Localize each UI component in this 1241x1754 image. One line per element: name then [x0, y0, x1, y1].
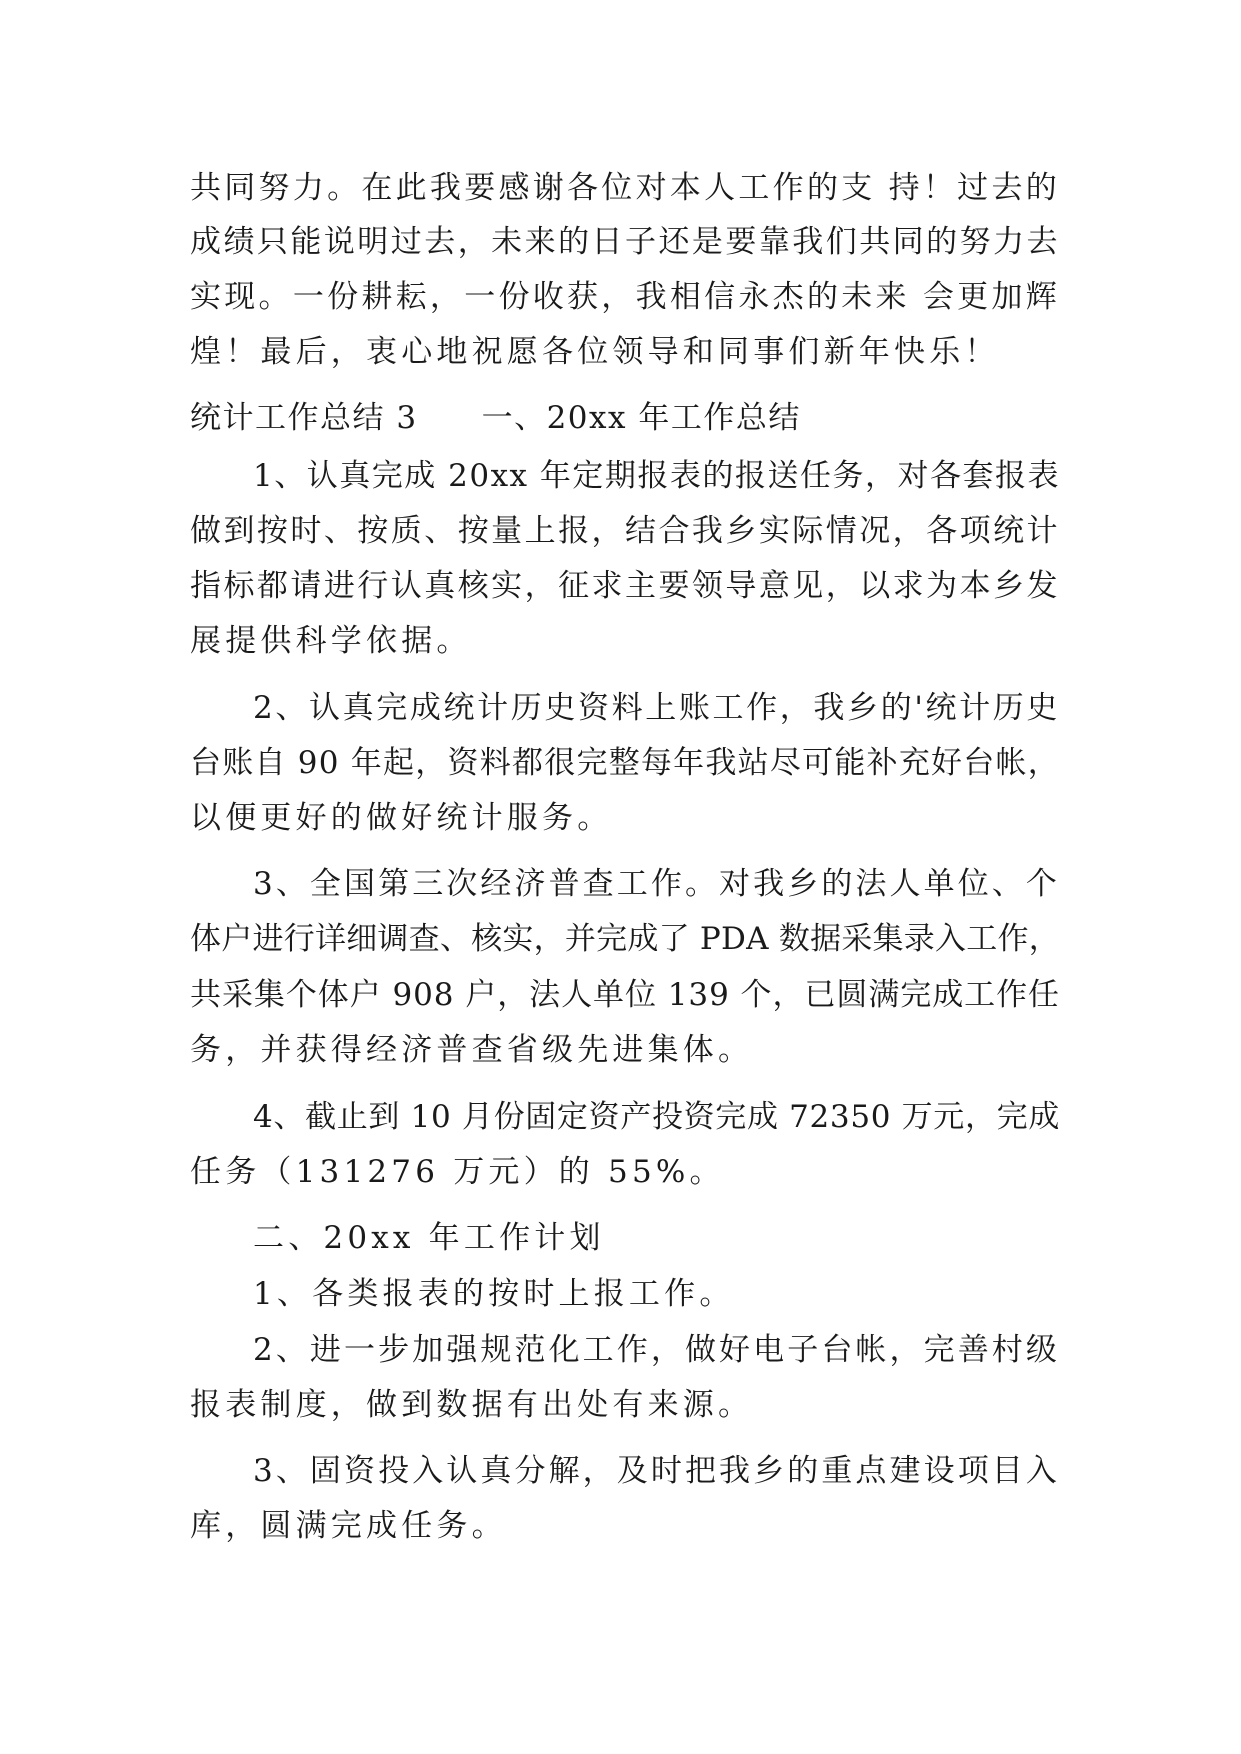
paragraph-line: 库，圆满完成任务。	[190, 1508, 507, 1544]
paragraph-line: 展提供科学依据。	[190, 623, 472, 659]
paragraph-line: 3、固资投入认真分解，及时把我乡的重点建设项目入	[253, 1453, 1060, 1489]
paragraph-line: 台账自 90 年起，资料都很完整每年我站尽可能补充好台帐，	[190, 745, 1060, 781]
paragraph-line: 任务（131276 万元）的 55%。	[190, 1154, 725, 1190]
paragraph-line: 煌！最后，衷心地祝愿各位领导和同事们新年快乐！	[190, 334, 1000, 370]
paragraph-line: 以便更好的做好统计服务。	[190, 800, 613, 836]
section-heading	[190, 398, 801, 438]
subsection-heading: 二、20xx 年工作计划	[253, 1220, 605, 1256]
paragraph-line: 共采集个体户 908 户，法人单位 139 个，已圆满完成工作任	[190, 977, 1060, 1013]
paragraph-line: 指标都请进行认真核实，征求主要领导意见，以求为本乡发	[190, 568, 1060, 604]
paragraph-line: 做到按时、按质、按量上报，结合我乡实际情况，各项统计	[190, 513, 1060, 549]
paragraph-line: 1、各类报表的按时上报工作。	[253, 1276, 735, 1312]
paragraph-line: 体户进行详细调查、核实，并完成了 PDA 数据采集录入工作，	[190, 921, 1060, 957]
paragraph-line: 1、认真完成 20xx 年定期报表的报送任务，对各套报表	[253, 458, 1060, 494]
paragraph-line: 务，并获得经济普查省级先进集体。	[190, 1032, 754, 1068]
paragraph-line: 成绩只能说明过去，未来的日子还是要靠我们共同的努力去	[190, 224, 1060, 260]
paragraph-line: 3、全国第三次经济普查工作。对我乡的法人单位、个	[253, 866, 1060, 902]
paragraph-line: 报表制度，做到数据有出处有来源。	[190, 1387, 754, 1423]
section-subtitle: 一、20xx 年工作总结	[481, 400, 801, 436]
paragraph-line: 2、进一步加强规范化工作，做好电子台帐，完善村级	[253, 1332, 1060, 1368]
paragraph-line: 2、认真完成统计历史资料上账工作，我乡的'统计历史	[253, 690, 1060, 726]
paragraph-line: 实现。一份耕耘，一份收获，我相信永杰的未来 会更加辉	[190, 279, 1060, 315]
paragraph-line: 4、截止到 10 月份固定资产投资完成 72350 万元，完成	[253, 1099, 1060, 1135]
paragraph-line: 共同努力。在此我要感谢各位对本人工作的支 持！过去的	[190, 170, 1060, 206]
section-title: 统计工作总结 3	[190, 400, 418, 436]
